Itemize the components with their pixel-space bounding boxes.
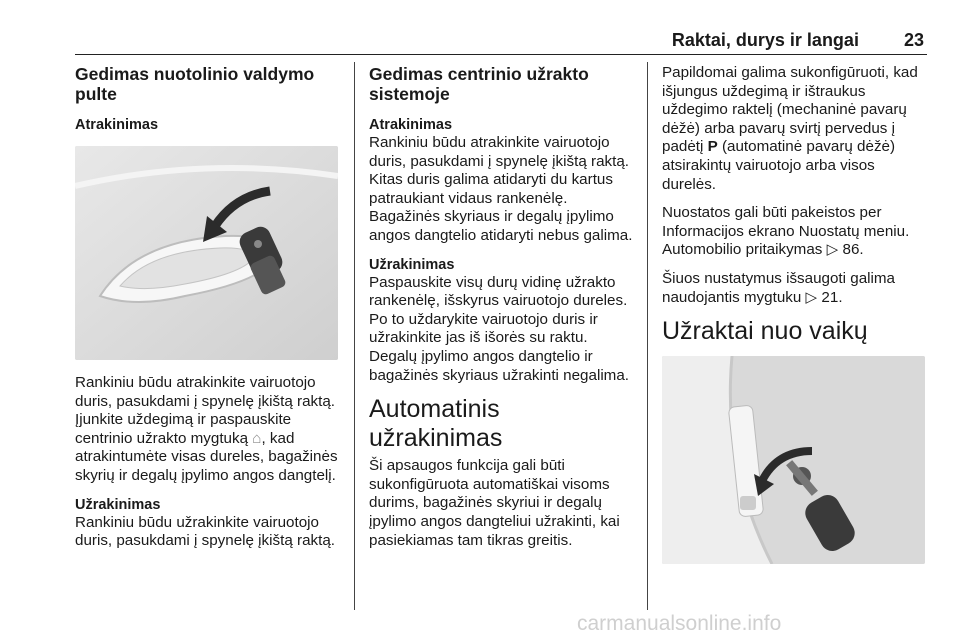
header-rule [75, 54, 927, 55]
lock-button-icon: ⌂ [252, 429, 262, 447]
unlock-paragraph: Rankiniu būdu atrakinkite vairuotojo duris, pasukdami į spynelę įkištą raktą. Kitas duris galima atidaryti du kartus patraukiant vidaus rankenėlę. Bagažinės skyriaus ir degalų įpylimo angos dangtelio atidaryti nebus galima. [369, 134, 633, 244]
column-3 [662, 64, 930, 564]
settings-paragraph: Nuostatos gali būti pakeistos per Informacijos ekrano Nuostatų meniu. Automobilio pritaikymas ▷ 86. [662, 204, 910, 259]
page-header [672, 30, 924, 51]
chapter-title: Raktai, durys ir langai [671, 30, 859, 50]
subheading-lock: Užrakinimas [369, 256, 455, 273]
lock-paragraph: Rankiniu būdu užrakinkite vairuotojo duris, pasukdami į spynelę įkištą raktą. [75, 513, 335, 550]
child-lock-illustration [662, 356, 925, 564]
section-title: Užraktai nuo vaikų [662, 317, 868, 346]
watermark: carmanualsonline.info [577, 612, 782, 635]
save-paragraph: Šiuos nustatymus išsaugoti galima naudojantis mygtuku ▷ 21. [662, 269, 895, 306]
subheading-unlock: Atrakinimas [75, 117, 159, 133]
column-1 [75, 64, 343, 561]
unlock-paragraph: Rankiniu būdu atrakinkite vairuotojo duris, pasukdami į spynelę įkištą raktą. Įjunkite uždegimą ir paspauskite centrinio užrakto mygtuką ⌂, kad atrakintumėte visas dureles, bagažinės skyrių ir degalų įpylimo angos dangtelį. [75, 374, 338, 484]
config-paragraph: Papildomai galima sukonfigūruoti, kad išjungus uždegimą ir ištraukus uždegimo raktelį (mechaninė pavarų dėžė) arba pavarų svirtį pervedus į padėtį P (automatinė pavarų dėžė) atsirakintų vairuotojo arba visos durelės. [662, 64, 918, 193]
subheading-unlock: Atrakinimas [369, 117, 453, 133]
door-handle-illustration [75, 146, 338, 360]
column-divider-2 [647, 62, 648, 610]
lock-paragraph: Paspauskite visų durų vidinę užrakto rankenėlę, išskyrus vairuotojo dureles. Po to uždarykite vairuotojo duris ir užrakinkite jas iš išorės su raktu. Degalų įpylimo angos dangtelio ir bagažinės skyriaus užrakinti negalima. [369, 273, 630, 384]
auto-lock-paragraph: Ši apsaugos funkcija gali būti sukonfigūruota automatiškai visoms durims, bagažinės skyriui ir degalų įpylimo angos dangteliui užrakinti, kai pasiekiamas tam tikras greitis. [369, 457, 620, 549]
column-2 [369, 64, 639, 560]
page-number: 23 [903, 30, 924, 50]
column-divider-1 [354, 62, 355, 610]
section-heading: Gedimas centrinio užrakto sistemoje [369, 64, 589, 104]
section-heading: Gedimas nuotolinio valdymo pulte [75, 64, 315, 104]
subheading-lock: Užrakinimas [75, 496, 161, 513]
section-title: Automatinis užrakinimas [369, 395, 503, 453]
